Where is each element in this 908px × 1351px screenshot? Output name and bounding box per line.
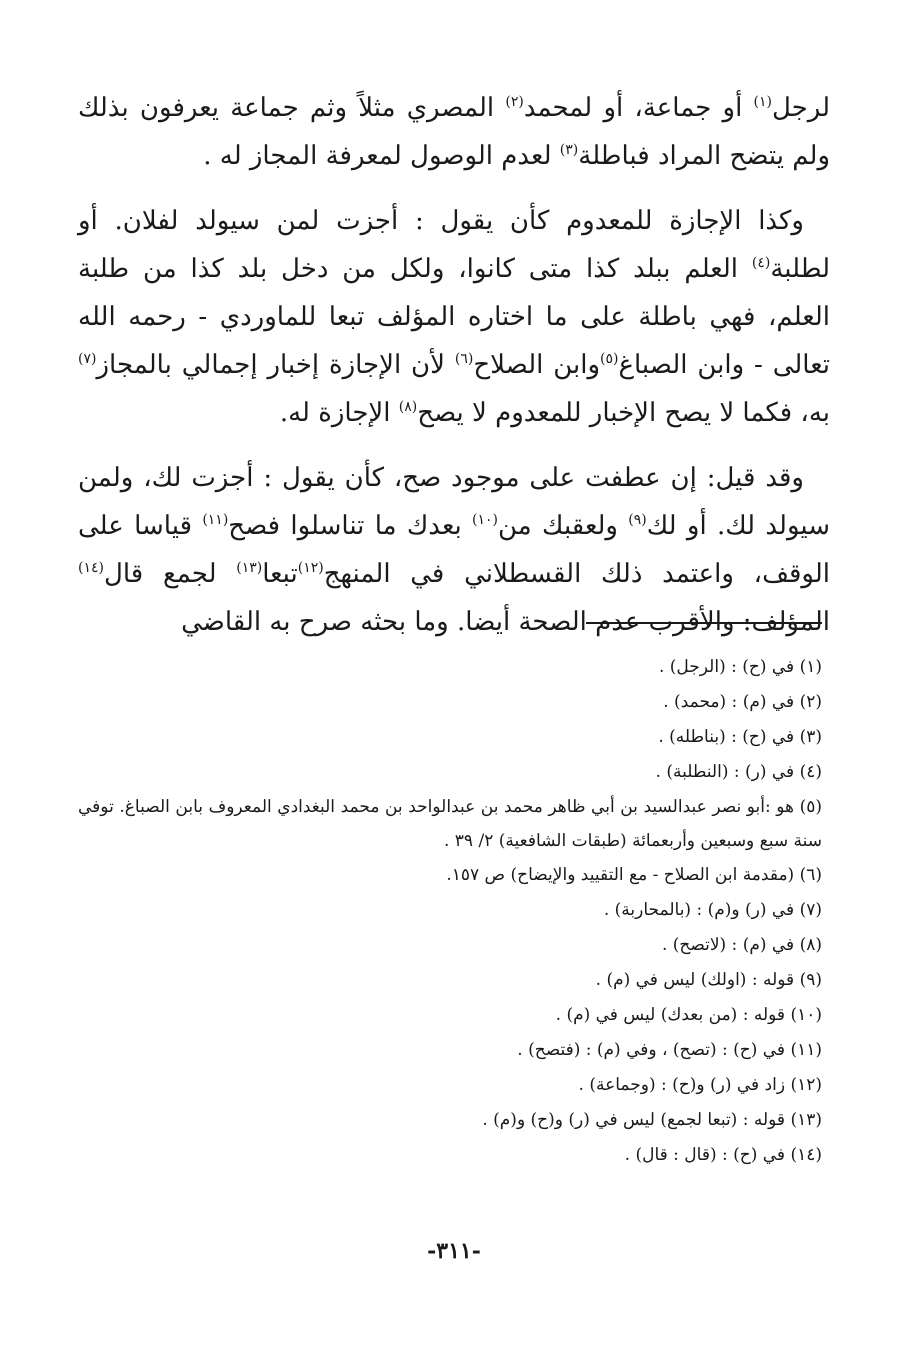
footnotes: [78, 650, 822, 1173]
footnote-marker: (٦): [454, 351, 474, 367]
text-run: بعدك ما تناسلوا فصح: [228, 511, 473, 541]
footnote-2: (٢) في (م) : (محمد) .: [663, 692, 822, 712]
footnote-marker: (٥): [600, 351, 619, 367]
page-number: -٣١١-: [427, 1238, 481, 1264]
text-run: لجمع قال: [103, 559, 237, 589]
footnote-marker: (١): [753, 94, 772, 110]
footnote-7: (٧) في (ر) و(م) : (بالمحاربة) .: [603, 900, 822, 920]
footnote-12: (١٢) زاد في (ر) و(ح) : (وجماعة) .: [578, 1075, 822, 1095]
footnote-8: (٨) في (م) : (لاتصح) .: [661, 935, 822, 955]
footnote-marker: (٢): [505, 94, 524, 110]
footnote-marker: (١١): [202, 512, 229, 528]
paragraph-3: [78, 454, 830, 646]
footnote-13: (١٣) قوله : (تبعا لجمع) ليس في (ر) و(ح) و(م) .: [482, 1110, 822, 1130]
text-run: به، فكما لا يصح الإخبار للمعدوم لا يصح: [417, 398, 830, 428]
footnote-11: (١١) في (ح) : (تصح) ، وفي (م) : (فتصح) .: [517, 1040, 822, 1060]
text-run: لرجل: [771, 93, 830, 123]
footnote-marker: (٣): [559, 142, 579, 158]
text-run: قياسا على الوقف، واعتمد ذلك القسطلاني في المنهج: [78, 511, 830, 589]
text-run: المؤلف: والأقرب عدم الصحة أيضا. وما بحثه صرح به القاضي: [181, 607, 830, 637]
text-run: تبعا: [262, 559, 298, 589]
footnote-marker: (٤): [751, 255, 771, 271]
footnote-4: (٤) في (ر) : (النطلبة) .: [655, 762, 822, 782]
text-run: لأن الإجازة إخبار إجمالي بالمجاز: [96, 350, 455, 380]
footnote-1: (١) في (ح) : (الرجل) .: [658, 657, 822, 677]
main-text: [78, 84, 830, 663]
paragraph-2: [78, 197, 830, 437]
text-run: المصري مثلاً وثم جماعة يعرفون بذلك ولم يتضح المراد فباطلة: [78, 93, 830, 171]
footnote-marker: (١٣): [236, 560, 263, 576]
text-run: وقد قيل: إن عطفت على موجود صح، كأن يقول : أجزت لك، ولمن سيولد لك. أو لك: [78, 463, 831, 541]
text-run: الإجازة له.: [279, 398, 399, 428]
text-run: وكذا الإجازة للمعدوم كأن يقول : أجزت لمن سيولد لفلان. أو لطلبة: [78, 206, 830, 284]
text-run: ولعقبك من: [498, 511, 629, 541]
footnote-marker: (٩): [628, 512, 647, 528]
text-run: وابن الصلاح: [473, 350, 601, 380]
paragraph-1: [78, 84, 830, 180]
footnote-marker: (٨): [398, 399, 418, 415]
footnote-marker: (١٠): [472, 512, 499, 528]
footnote-5: (٥) هو :أبو نصر عبدالسيد بن أبي ظاهر محمد بن عبدالواحد بن محمد البغدادي المعروف بابن الصباغ. توفي سنة سبع وسبعين وأربعمائة (طبقات الشافعية) ٢/ ٣٩ .: [78, 797, 822, 851]
footnote-14: (١٤) في (ح) : (قال : قال) .: [624, 1145, 822, 1165]
footnote-3: (٣) في (ح) : (بناطله) .: [658, 727, 822, 747]
text-run: لعدم الوصول لمعرفة المجاز له .: [203, 141, 560, 171]
footnote-6: (٦) (مقدمة ابن الصلاح - مع التقييد والإيضاح) ص ١٥٧.: [446, 865, 822, 885]
footnote-separator: [586, 622, 822, 624]
text-run: العلم ببلد كذا متى كانوا، ولكل من دخل بلد كذا من طلبة العلم، فهي باطلة على ما اختاره المؤلف تبعا للماوردي - رحمه الله تعالى - وابن الصباغ: [78, 254, 831, 380]
footnote-10: (١٠) قوله : (من بعدك) ليس في (م) .: [555, 1005, 822, 1025]
footnote-marker: (١٤): [78, 560, 104, 576]
text-run: أو جماعة، أو لمحمد: [523, 93, 754, 123]
footnote-9: (٩) قوله : (اولك) ليس في (م) .: [595, 970, 822, 990]
footnote-marker: (١٢): [297, 560, 324, 576]
footnote-marker: (٧): [78, 351, 97, 367]
